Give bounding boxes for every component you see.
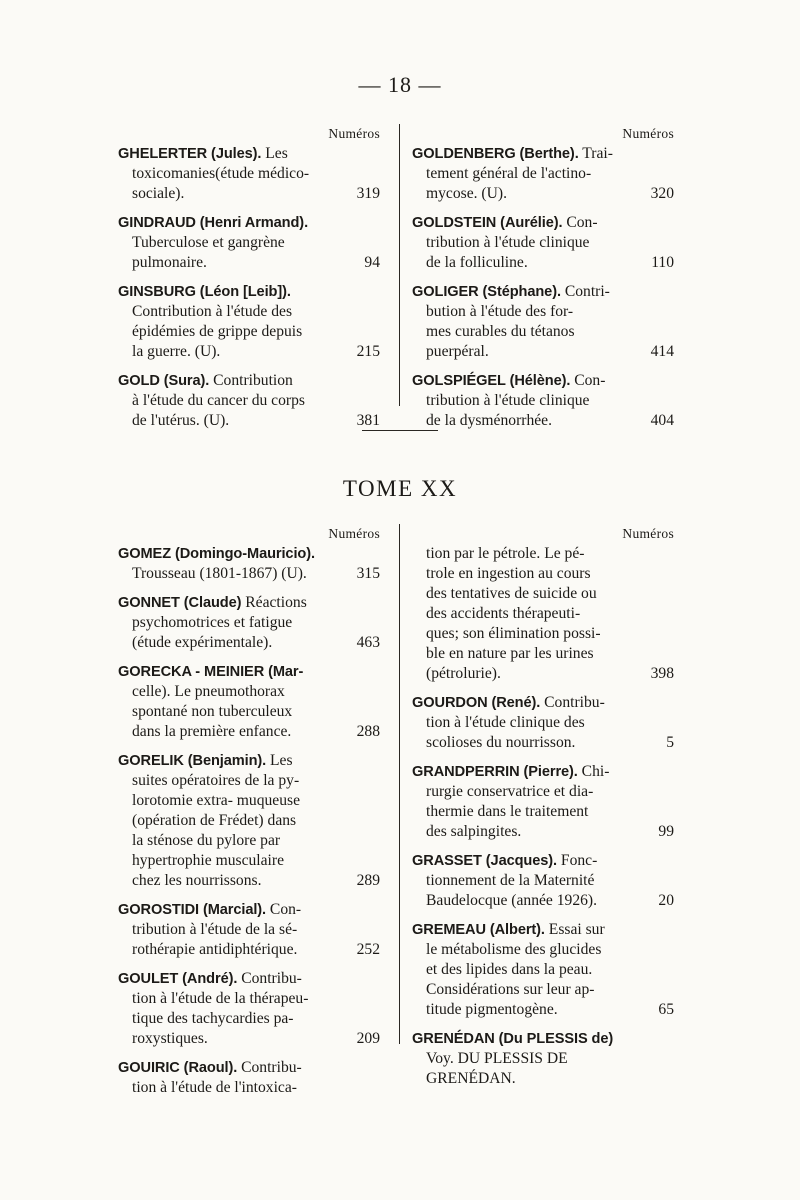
entry-text: Contribu- bbox=[241, 970, 302, 987]
section-rule bbox=[362, 430, 438, 431]
entry-text: roxystiques. bbox=[132, 1030, 208, 1047]
column-header-numeros: Numéros bbox=[328, 126, 380, 141]
column-header-numeros: Numéros bbox=[622, 126, 674, 141]
author-name: GOLSPIÉGEL (Hélène). bbox=[412, 373, 571, 389]
entry-text: titude pigmentogène. bbox=[426, 1001, 558, 1018]
entry-number: 315 bbox=[356, 565, 380, 582]
index-entry bbox=[118, 544, 380, 584]
author-name: GRANDPERRIN (Pierre). bbox=[412, 764, 578, 780]
entry-text: Contribu- bbox=[241, 1059, 302, 1076]
entry-text: Les bbox=[265, 145, 288, 162]
entry-first-line bbox=[412, 693, 674, 713]
column-divider bbox=[399, 124, 400, 406]
index-entry bbox=[118, 1058, 380, 1098]
index-entry bbox=[412, 1029, 674, 1089]
entry-number: 320 bbox=[650, 185, 674, 202]
entry-text: celle). Le pneumothorax bbox=[132, 683, 285, 700]
tome-title: TOME XX bbox=[342, 476, 458, 501]
entry-text: Fonc- bbox=[560, 852, 598, 869]
author-name: GOLDSTEIN (Aurélie). bbox=[412, 215, 563, 231]
author-name: GOLD (Sura). bbox=[118, 373, 210, 389]
left-column bbox=[118, 124, 380, 440]
page-number: — 18 — bbox=[358, 72, 442, 97]
index-entry bbox=[412, 144, 674, 204]
right-column bbox=[412, 124, 674, 440]
entry-text: Tuberculose et gangrène bbox=[132, 234, 285, 251]
entry-first-line bbox=[412, 851, 674, 871]
entry-text: Voy. DU PLESSIS DE bbox=[426, 1050, 568, 1067]
entry-text: tion à l'étude de la thérapeu- bbox=[132, 990, 309, 1007]
entry-text: lorotomie extra- muqueuse bbox=[132, 792, 301, 809]
entry-number: 110 bbox=[651, 254, 674, 271]
entry-number: 94 bbox=[364, 254, 380, 271]
entry-number: 252 bbox=[356, 941, 380, 958]
entry-text: puerpéral. bbox=[426, 343, 489, 360]
entry-text: tion à l'étude de l'intoxica- bbox=[132, 1079, 297, 1096]
author-name: GORECKA - MEINIER (Mar- bbox=[118, 664, 304, 680]
author-name: GHELERTER (Jules). bbox=[118, 146, 262, 162]
index-entry bbox=[412, 693, 674, 753]
entry-text: (pétrolurie). bbox=[426, 665, 501, 682]
entry-first-line bbox=[118, 900, 380, 920]
entry-text: tribution à l'étude clinique bbox=[426, 392, 590, 409]
entry-text: des salpingites. bbox=[426, 823, 522, 840]
index-entry bbox=[118, 662, 380, 742]
entry-text: des accidents thérapeuti- bbox=[426, 605, 581, 622]
entry-text: Chi- bbox=[581, 763, 610, 780]
entry-text: de la dysménorrhée. bbox=[426, 412, 552, 429]
entry-number: 5 bbox=[666, 734, 674, 751]
left-column bbox=[118, 524, 380, 1107]
index-entry bbox=[412, 920, 674, 1020]
author-name: GOLIGER (Stéphane). bbox=[412, 284, 561, 300]
entry-text: sociale). bbox=[132, 185, 185, 202]
index-entry bbox=[412, 371, 674, 431]
entry-text: psychomotrices et fatigue bbox=[132, 614, 293, 631]
entry-text: Contri- bbox=[564, 283, 610, 300]
entry-text: thermie dans le traitement bbox=[426, 803, 589, 820]
entry-text: de la folliculine. bbox=[426, 254, 528, 271]
entry-text: (étude expérimentale). bbox=[132, 634, 273, 651]
entry-first-line bbox=[118, 1058, 380, 1078]
entry-number: 288 bbox=[356, 723, 380, 740]
index-entry bbox=[118, 969, 380, 1049]
entry-text: pulmonaire. bbox=[132, 254, 207, 271]
author-name: GONNET (Claude) bbox=[118, 595, 242, 611]
entry-number: 99 bbox=[658, 823, 674, 840]
entry-text: la guerre. (U). bbox=[132, 343, 221, 360]
author-name: GINSBURG (Léon [Leib]). bbox=[118, 284, 291, 300]
author-name: GORELIK (Benjamin). bbox=[118, 753, 267, 769]
entry-text: rothérapie antidiphtérique. bbox=[132, 941, 298, 958]
entry-first-line bbox=[118, 282, 380, 302]
column-divider bbox=[399, 524, 400, 1044]
entry-number: 404 bbox=[650, 412, 674, 429]
entry-text: ble en nature par les urines bbox=[426, 645, 594, 662]
index-entry bbox=[118, 213, 380, 273]
entry-text: Contribution à l'étude des bbox=[132, 303, 293, 320]
entry-text: spontané non tuberculeux bbox=[132, 703, 293, 720]
entry-text: Contribu- bbox=[544, 694, 605, 711]
index-entry bbox=[118, 371, 380, 431]
author-name: GOUIRIC (Raoul). bbox=[118, 1060, 238, 1076]
author-name: GINDRAUD (Henri Armand). bbox=[118, 215, 309, 231]
entry-text: mes curables du tétanos bbox=[426, 323, 575, 340]
entry-text: Con- bbox=[566, 214, 598, 231]
entry-first-line bbox=[412, 144, 674, 164]
entry-text: Trai- bbox=[582, 145, 613, 162]
entry-text: suites opératoires de la py- bbox=[132, 772, 300, 789]
entry-text: tique des tachycardies pa- bbox=[132, 1010, 294, 1027]
entry-first-line bbox=[412, 1029, 674, 1049]
entry-text: mycose. (U). bbox=[426, 185, 507, 202]
entry-first-line bbox=[412, 371, 674, 391]
entry-number: 463 bbox=[356, 634, 380, 651]
entry-number: 65 bbox=[658, 1001, 674, 1018]
entry-text: scolioses du nourrisson. bbox=[426, 734, 576, 751]
entry-number: 381 bbox=[356, 412, 380, 429]
entry-number: 289 bbox=[356, 872, 380, 889]
entry-first-line bbox=[118, 593, 380, 613]
entry-text: tribution à l'étude de la sé- bbox=[132, 921, 298, 938]
author-name: GREMEAU (Albert). bbox=[412, 922, 545, 938]
entry-number: 414 bbox=[650, 343, 674, 360]
index-entry bbox=[118, 900, 380, 960]
index-entry bbox=[118, 282, 380, 362]
entry-text: rurgie conservatrice et dia- bbox=[426, 783, 594, 800]
entry-text: Réactions bbox=[245, 594, 307, 611]
entry-text: Baudelocque (année 1926). bbox=[426, 892, 598, 909]
entry-first-line bbox=[118, 144, 380, 164]
entry-first-line bbox=[118, 371, 380, 391]
entry-text: et des lipides dans la peau. bbox=[426, 961, 593, 978]
entry-text: Essai sur bbox=[548, 921, 605, 938]
entry-text: tion par le pétrole. Le pé- bbox=[426, 545, 585, 562]
column-header-numeros: Numéros bbox=[328, 526, 380, 541]
author-name: GOURDON (René). bbox=[412, 695, 541, 711]
entry-first-line bbox=[118, 544, 380, 564]
entry-first-line bbox=[412, 920, 674, 940]
author-name: GOULET (André). bbox=[118, 971, 238, 987]
author-name: GRENÉDAN (Du PLESSIS de) bbox=[412, 1031, 614, 1047]
entry-text: hypertrophie musculaire bbox=[132, 852, 284, 869]
right-column bbox=[412, 524, 674, 1098]
entry-text: épidémies de grippe depuis bbox=[132, 323, 303, 340]
entry-text: tion à l'étude clinique des bbox=[426, 714, 585, 731]
entry-number: 20 bbox=[658, 892, 674, 909]
entry-text: Trousseau (1801-1867) (U). bbox=[132, 565, 307, 582]
entry-text: la sténose du pylore par bbox=[132, 832, 281, 849]
entry-text: (opération de Frédet) dans bbox=[132, 812, 297, 829]
entry-first-line bbox=[412, 282, 674, 302]
entry-text: de l'utérus. (U). bbox=[132, 412, 230, 429]
top-index-section bbox=[118, 124, 682, 429]
entry-first-line bbox=[118, 213, 380, 233]
index-entry bbox=[118, 593, 380, 653]
author-name: GRASSET (Jacques). bbox=[412, 853, 557, 869]
bottom-index-section bbox=[118, 524, 682, 1096]
entry-first-line bbox=[412, 762, 674, 782]
index-entry bbox=[412, 762, 674, 842]
entry-number: 398 bbox=[650, 665, 674, 682]
author-name: GOLDENBERG (Berthe). bbox=[412, 146, 579, 162]
column-header-numeros: Numéros bbox=[622, 526, 674, 541]
entry-text: Con- bbox=[574, 372, 606, 389]
index-entry bbox=[412, 282, 674, 362]
author-name: GOMEZ (Domingo-Mauricio). bbox=[118, 546, 315, 562]
entry-text: tement général de l'actino- bbox=[426, 165, 592, 182]
entry-first-line bbox=[118, 751, 380, 771]
entry-text: bution à l'étude des for- bbox=[426, 303, 574, 320]
entry-text: le métabolisme des glucides bbox=[426, 941, 602, 958]
entry-text: à l'étude du cancer du corps bbox=[132, 392, 305, 409]
entry-text: toxicomanies(étude médico- bbox=[132, 165, 310, 182]
index-entry bbox=[412, 213, 674, 273]
entry-text: Les bbox=[270, 752, 293, 769]
entry-text: tionnement de la Maternité bbox=[426, 872, 595, 889]
index-entry bbox=[412, 544, 674, 684]
entry-first-line bbox=[118, 969, 380, 989]
entry-first-line bbox=[118, 662, 380, 682]
index-entry bbox=[412, 851, 674, 911]
index-entry bbox=[118, 144, 380, 204]
entry-number: 215 bbox=[356, 343, 380, 360]
entry-text: tribution à l'étude clinique bbox=[426, 234, 590, 251]
entry-text: Considérations sur leur ap- bbox=[426, 981, 595, 998]
entry-text: dans la première enfance. bbox=[132, 723, 292, 740]
index-entry bbox=[118, 751, 380, 891]
entry-number: 209 bbox=[356, 1030, 380, 1047]
entry-text: GRENÉDAN. bbox=[426, 1070, 516, 1087]
entry-text: trole en ingestion au cours bbox=[426, 565, 591, 582]
entry-text: chez les nourrissons. bbox=[132, 872, 262, 889]
entry-text: Con- bbox=[269, 901, 302, 918]
author-name: GOROSTIDI (Marcial). bbox=[118, 902, 267, 918]
entry-text: des tentatives de suicide ou bbox=[426, 585, 597, 602]
entry-text: Contribution bbox=[213, 372, 293, 389]
entry-first-line bbox=[412, 213, 674, 233]
entry-text: ques; son élimination possi- bbox=[426, 625, 601, 642]
entry-number: 319 bbox=[356, 185, 380, 202]
